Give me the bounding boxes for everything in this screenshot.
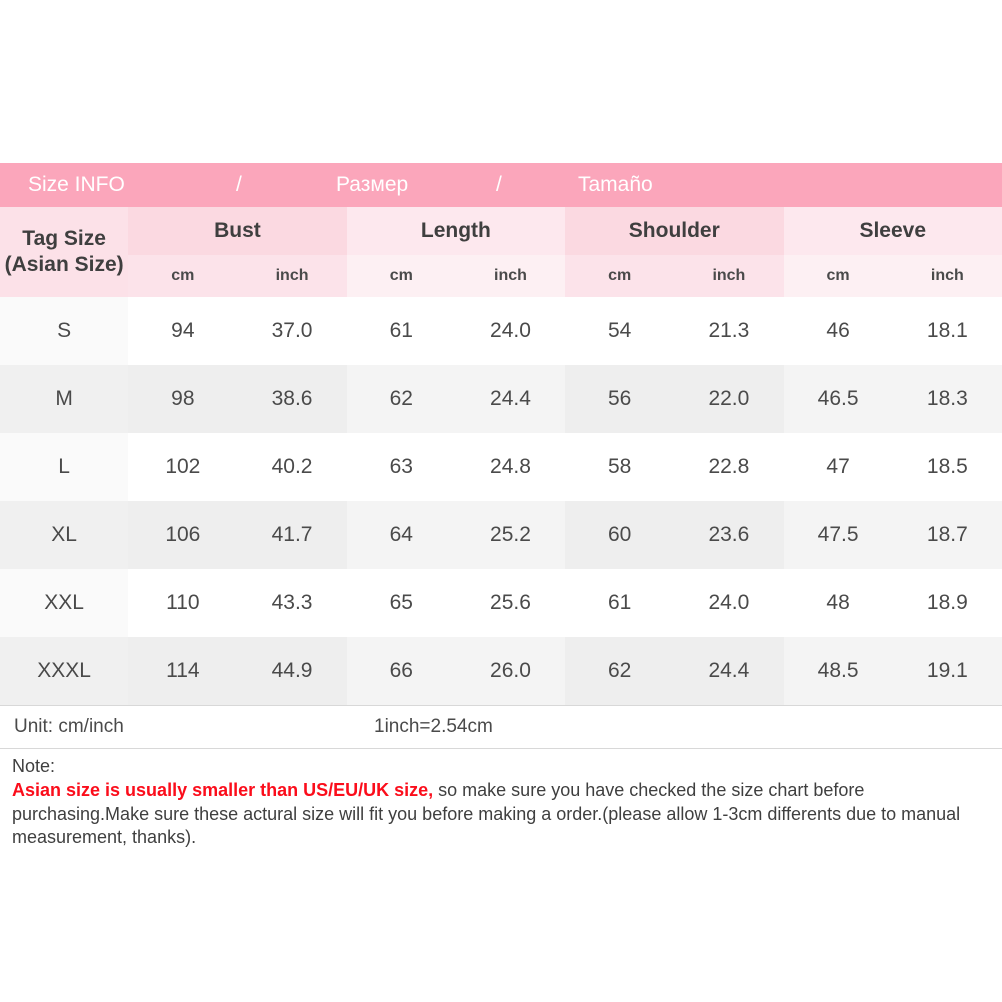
table-row [0,433,1002,501]
group-header-bust: Bust [128,207,346,255]
cell-shoulder-cm: 58 [565,433,674,501]
group-header-sleeve: Sleeve [784,207,1002,255]
cell-length-inch: 26.0 [456,637,565,705]
note-block [0,748,1002,850]
row-size-label: XXXL [0,637,128,705]
note-warning-text: Asian size is usually smaller than US/EU/UK size, [12,779,434,800]
cell-length-cm: 66 [347,637,456,705]
cell-length-inch: 25.2 [456,501,565,569]
group-header-row [0,207,1002,255]
cell-shoulder-cm: 61 [565,569,674,637]
unit-legend-left: Unit: cm/inch [14,716,124,737]
cell-bust-cm: 102 [128,433,237,501]
unit-header-row [0,255,1002,297]
cell-length-inch: 24.4 [456,365,565,433]
cell-length-cm: 61 [347,297,456,365]
unit-header-bust-inch: inch [237,255,346,297]
title-razmer: Размер [336,173,409,196]
title-size-info: Size INFO [28,173,125,196]
cell-bust-cm: 94 [128,297,237,365]
tag-size-header [0,207,128,297]
row-size-label: XL [0,501,128,569]
table-row [0,637,1002,705]
cell-sleeve-inch: 18.9 [893,569,1002,637]
cell-length-inch: 25.6 [456,569,565,637]
unit-header-shoulder-cm: cm [565,255,674,297]
note-body-text: so make sure you have checked the size chart before purchasing.Make sure these actural size will fit you before making a order.(please allow 1-3cm differents due to manual measurement, thanks). [12,779,961,848]
cell-shoulder-inch: 24.0 [674,569,783,637]
title-tamano: Tamaño [578,173,653,196]
cell-sleeve-inch: 18.1 [893,297,1002,365]
cell-length-cm: 64 [347,501,456,569]
cell-length-cm: 63 [347,433,456,501]
table-row [0,501,1002,569]
cell-length-inch: 24.0 [456,297,565,365]
unit-header-length-cm: cm [347,255,456,297]
cell-shoulder-inch: 22.8 [674,433,783,501]
cell-sleeve-cm: 46 [784,297,893,365]
tag-size-header-line2: (Asian Size) [4,253,124,276]
unit-header-sleeve-inch: inch [893,255,1002,297]
measurements-table [0,207,1002,705]
cell-bust-inch: 43.3 [237,569,346,637]
table-row [0,365,1002,433]
unit-header-shoulder-inch: inch [674,255,783,297]
cell-shoulder-cm: 56 [565,365,674,433]
table-row [0,569,1002,637]
cell-shoulder-cm: 54 [565,297,674,365]
cell-bust-cm: 106 [128,501,237,569]
cell-bust-inch: 37.0 [237,297,346,365]
cell-length-cm: 62 [347,365,456,433]
note-label: Note: [12,756,56,776]
cell-sleeve-inch: 18.5 [893,433,1002,501]
cell-sleeve-cm: 47 [784,433,893,501]
unit-header-bust-cm: cm [128,255,237,297]
cell-bust-inch: 38.6 [237,365,346,433]
title-separator-2: / [496,173,502,196]
unit-header-sleeve-cm: cm [784,255,893,297]
cell-sleeve-cm: 48.5 [784,637,893,705]
chart-title-bar [0,163,1002,207]
row-size-label: M [0,365,128,433]
unit-header-length-inch: inch [456,255,565,297]
table-row [0,297,1002,365]
cell-shoulder-inch: 22.0 [674,365,783,433]
cell-shoulder-inch: 21.3 [674,297,783,365]
cell-bust-inch: 40.2 [237,433,346,501]
unit-conversion: 1inch=2.54cm [374,716,493,737]
cell-length-cm: 65 [347,569,456,637]
cell-shoulder-cm: 60 [565,501,674,569]
cell-bust-cm: 98 [128,365,237,433]
cell-sleeve-inch: 18.3 [893,365,1002,433]
tag-size-header-line1: Tag Size [22,226,106,250]
cell-bust-cm: 114 [128,637,237,705]
row-size-label: XXL [0,569,128,637]
cell-length-inch: 24.8 [456,433,565,501]
cell-shoulder-inch: 24.4 [674,637,783,705]
row-size-label: L [0,433,128,501]
cell-sleeve-cm: 48 [784,569,893,637]
group-header-shoulder: Shoulder [565,207,783,255]
group-header-length: Length [347,207,565,255]
cell-shoulder-inch: 23.6 [674,501,783,569]
cell-bust-cm: 110 [128,569,237,637]
title-separator-1: / [236,173,242,196]
cell-bust-inch: 41.7 [237,501,346,569]
size-chart [0,163,1002,850]
cell-sleeve-inch: 18.7 [893,501,1002,569]
cell-sleeve-inch: 19.1 [893,637,1002,705]
cell-sleeve-cm: 46.5 [784,365,893,433]
cell-sleeve-cm: 47.5 [784,501,893,569]
cell-bust-inch: 44.9 [237,637,346,705]
row-size-label: S [0,297,128,365]
unit-legend-row [0,705,1002,748]
cell-shoulder-cm: 62 [565,637,674,705]
